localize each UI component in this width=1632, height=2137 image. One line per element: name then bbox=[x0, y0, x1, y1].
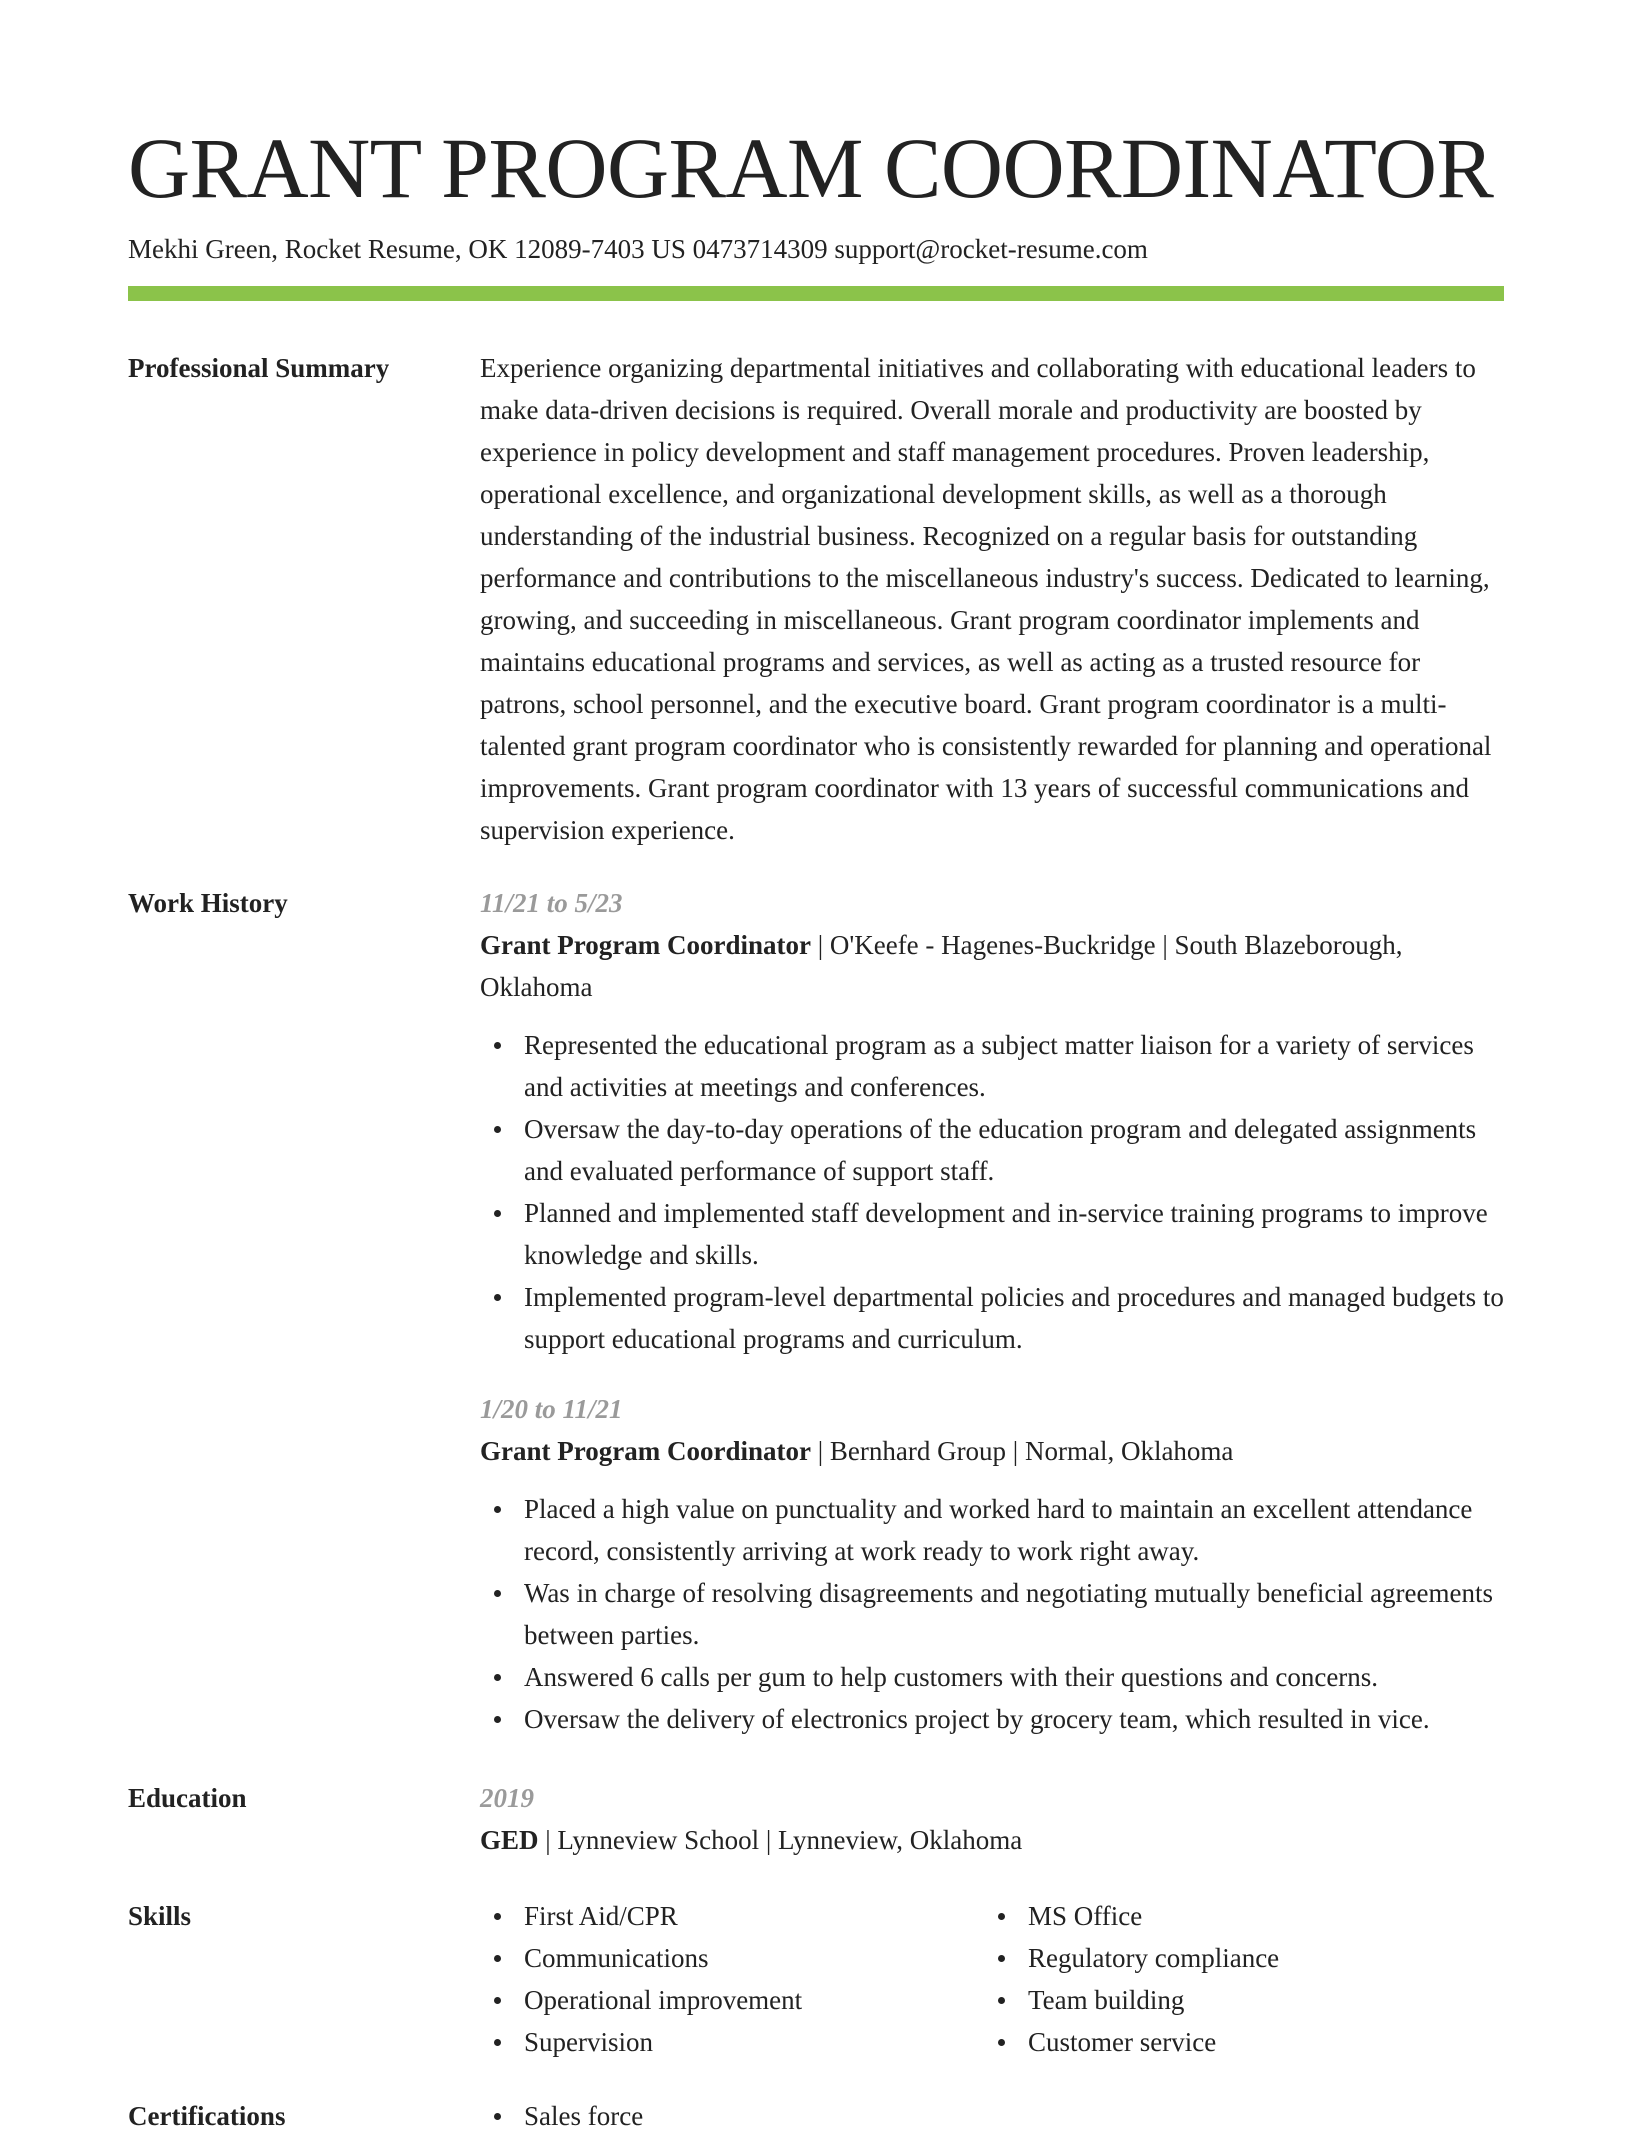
job-bullets bbox=[480, 1024, 1504, 1360]
skill-item: Operational improvement bbox=[480, 1979, 984, 2021]
job-heading bbox=[480, 1430, 1504, 1472]
summary-text: Experience organizing departmental initiatives and collaborating with educational leaders to make data-driven decisions is required. Overall morale and productivity are boosted by experience in policy development and staff management procedures. Proven leadership, operational excellence, and organizational development skills, as well as a thorough understanding of the industrial business. Recognized on a regular basis for outstanding performance and contributions to the miscellaneous industry's success. Dedicated to learning, growing, and succeeding in miscellaneous. Grant program coordinator implements and maintains educational programs and services, as well as acting as a trusted resource for patrons, school personnel, and the executive board. Grant program coordinator is a multi-talented grant program coordinator who is consistently rewarded for planning and operational improvements. Grant program coordinator with 13 years of successful communications and supervision experience. bbox=[480, 353, 1492, 845]
job-details: | Bernhard Group | Normal, Oklahoma bbox=[810, 1436, 1234, 1466]
contact-line: Mekhi Green, Rocket Resume, OK 12089-7403 US 0473714309 support@rocket-resume.com bbox=[128, 234, 1148, 264]
job-bullet: Answered 6 calls per gum to help customers with their questions and concerns. bbox=[480, 1656, 1504, 1698]
summary-label: Professional Summary bbox=[128, 353, 390, 383]
education-year: 2019 bbox=[480, 1783, 534, 1813]
education-details: | Lynneview School | Lynneview, Oklahoma bbox=[538, 1825, 1023, 1855]
education-label: Education bbox=[128, 1783, 247, 1813]
job-heading bbox=[480, 924, 1504, 1008]
work-history-body bbox=[480, 882, 1504, 1740]
job-title: Grant Program Coordinator bbox=[480, 1436, 811, 1466]
resume-title: GRANT PROGRAM COORDINATOR bbox=[128, 120, 1494, 216]
certification-item: Sales force bbox=[480, 2095, 1504, 2137]
skill-item: MS Office bbox=[984, 1895, 1488, 1937]
job-bullet: Oversaw the delivery of electronics project by grocery team, which resulted in vice. bbox=[480, 1698, 1504, 1740]
summary-body bbox=[480, 347, 1504, 851]
work-history-label: Work History bbox=[128, 888, 288, 918]
job-bullet: Implemented program-level departmental policies and procedures and managed budgets to support educational programs and curriculum. bbox=[480, 1276, 1504, 1360]
job-bullet: Placed a high value on punctuality and worked hard to maintain an excellent attendance record, consistently arriving at work ready to work right away. bbox=[480, 1488, 1504, 1572]
job-bullet: Planned and implemented staff development and in-service training programs to improve knowledge and skills. bbox=[480, 1192, 1504, 1276]
job-bullets bbox=[480, 1488, 1504, 1740]
certifications-body bbox=[480, 2095, 1504, 2137]
job-entry bbox=[480, 882, 1504, 1360]
job-entry bbox=[480, 1388, 1504, 1740]
education-degree: GED bbox=[480, 1825, 539, 1855]
job-bullet: Oversaw the day-to-day operations of the education program and delegated assignments and evaluated performance of support staff. bbox=[480, 1108, 1504, 1192]
skill-item: Communications bbox=[480, 1937, 984, 1979]
skills-list-left bbox=[480, 1895, 984, 2063]
skills-body bbox=[480, 1895, 1504, 2063]
accent-divider bbox=[128, 286, 1504, 301]
certifications-label: Certifications bbox=[128, 2101, 286, 2131]
skill-item: Regulatory compliance bbox=[984, 1937, 1488, 1979]
education-body bbox=[480, 1777, 1504, 1861]
skill-item: Customer service bbox=[984, 2021, 1488, 2063]
skills-columns bbox=[480, 1895, 1504, 2063]
job-bullet: Was in charge of resolving disagreements and negotiating mutually beneficial agreements between parties. bbox=[480, 1572, 1504, 1656]
skill-item: Supervision bbox=[480, 2021, 984, 2063]
skill-item: First Aid/CPR bbox=[480, 1895, 984, 1937]
skills-list-right bbox=[984, 1895, 1488, 2063]
skill-item: Team building bbox=[984, 1979, 1488, 2021]
job-details: | O'Keefe - Hagenes-Buckridge | South Blazeborough, Oklahoma bbox=[480, 930, 1403, 1002]
education-heading bbox=[480, 1819, 1504, 1861]
job-bullet: Represented the educational program as a subject matter liaison for a variety of services and activities at meetings and conferences. bbox=[480, 1024, 1504, 1108]
job-title: Grant Program Coordinator bbox=[480, 930, 811, 960]
skills-label: Skills bbox=[128, 1901, 192, 1931]
job-dates: 11/21 to 5/23 bbox=[480, 888, 623, 918]
job-dates: 1/20 to 11/21 bbox=[480, 1394, 623, 1424]
certifications-list bbox=[480, 2095, 1504, 2137]
